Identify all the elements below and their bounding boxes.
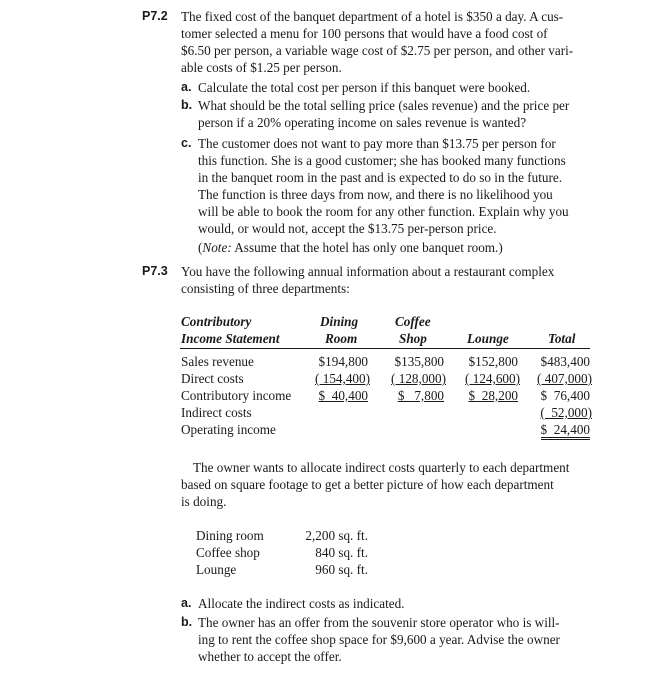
area-value: 960 sq. ft. [315, 562, 368, 577]
cell-dining: ( 154,400) [315, 371, 370, 386]
text-line: whether to accept the offer. [198, 649, 342, 664]
area-name: Coffee shop [196, 545, 260, 560]
cell-total [522, 421, 590, 438]
column-header-dining: Dining [320, 314, 359, 329]
column-header-coffee: Shop [399, 331, 427, 346]
text-line: consisting of three departments: [181, 281, 350, 296]
cell-lounge: $152,800 [468, 354, 518, 369]
cell-lounge: ( 124,600) [465, 371, 520, 386]
text-line: ing to rent the coffee shop space for $9,600 a year. Advise the owner [198, 632, 560, 647]
cell-coffee: $135,800 [394, 354, 444, 369]
part-label-c: c. [181, 136, 192, 150]
text-line: $6.50 per person, a variable wage cost of $2.75 per person, and other vari- [181, 43, 574, 58]
row-label: Contributory income [181, 388, 292, 403]
cell-dining: $ 40,400 [318, 388, 368, 403]
text-line: in the banquet room in the past and is expected to do so in the future. [198, 170, 563, 185]
cell-coffee: ( 128,000) [391, 371, 446, 386]
row-label: Indirect costs [181, 405, 252, 420]
text-line: based on square footage to get a better picture of how each department [181, 477, 554, 492]
text-line: tomer selected a menu for 100 persons that would have a food cost of [181, 26, 548, 41]
part-label-a: a. [181, 596, 192, 610]
text-line: What should be the total selling price (sales revenue) and the price per [198, 98, 570, 113]
text-line: will be able to book the room for any other function. Explain why you [198, 204, 569, 219]
part-label-b: b. [181, 98, 193, 112]
cell-coffee: $ 7,800 [397, 388, 444, 403]
text-line: would, or would not, accept the $13.75 per-person price. [198, 221, 497, 236]
part-label-b: b. [181, 615, 193, 629]
cell-total: ( 407,000) [537, 371, 592, 386]
text-line: The customer does not want to pay more than $13.75 per person for [198, 136, 556, 151]
table-header: Contributory [181, 314, 252, 329]
area-name: Lounge [196, 562, 237, 577]
cell-total: $ 76,400 [540, 388, 590, 403]
note-label: Note: [202, 240, 232, 255]
column-header-dining: Room [325, 331, 358, 346]
text-line: person if a 20% operating income on sales revenue is wanted? [198, 115, 527, 130]
cell-dining: $194,800 [318, 354, 368, 369]
text-line: You have the following annual information about a restaurant complex [181, 264, 555, 279]
area-value: 840 sq. ft. [315, 545, 368, 560]
text-line: The owner wants to allocate indirect costs quarterly to each department [193, 460, 570, 475]
area-value: 2,200 sq. ft. [305, 528, 368, 543]
row-label: Direct costs [181, 371, 244, 386]
row-label: Sales revenue [181, 354, 254, 369]
table-header: Income Statement [181, 331, 280, 346]
text-line: Calculate the total cost per person if this banquet were booked. [198, 80, 531, 95]
header-rule [180, 348, 590, 349]
text-line: The function is three days from now, and there is no likelihood you [198, 187, 553, 202]
text-line: is doing. [181, 494, 227, 509]
problem-number: P7.2 [142, 9, 168, 23]
column-header-lounge: Lounge [467, 331, 509, 346]
column-header-total: Total [548, 331, 576, 346]
cell-lounge: $ 28,200 [468, 388, 518, 403]
row-label: Operating income [181, 422, 276, 437]
text-line: The fixed cost of the banquet department of a hotel is $350 a day. A cus- [181, 9, 564, 24]
column-header-coffee: Coffee [395, 314, 431, 329]
text-line: The owner has an offer from the souvenir store operator who is will- [198, 615, 560, 630]
cell-total: $483,400 [540, 354, 590, 369]
part-label-a: a. [181, 80, 192, 94]
operating-income-value: $ 24,400 [541, 422, 590, 440]
area-name: Dining room [196, 528, 264, 543]
note-line [198, 239, 503, 256]
note-open-paren: ( [198, 240, 203, 255]
note-text: Assume that the hotel has only one banquet room.) [231, 240, 503, 255]
text-line: this function. She is a good customer; she has booked many functions [198, 153, 566, 168]
problem-number: P7.3 [142, 264, 168, 278]
text-line: able costs of $1.25 per person. [181, 60, 342, 75]
cell-total: ( 52,000) [540, 405, 592, 420]
text-line: Allocate the indirect costs as indicated. [198, 596, 405, 611]
